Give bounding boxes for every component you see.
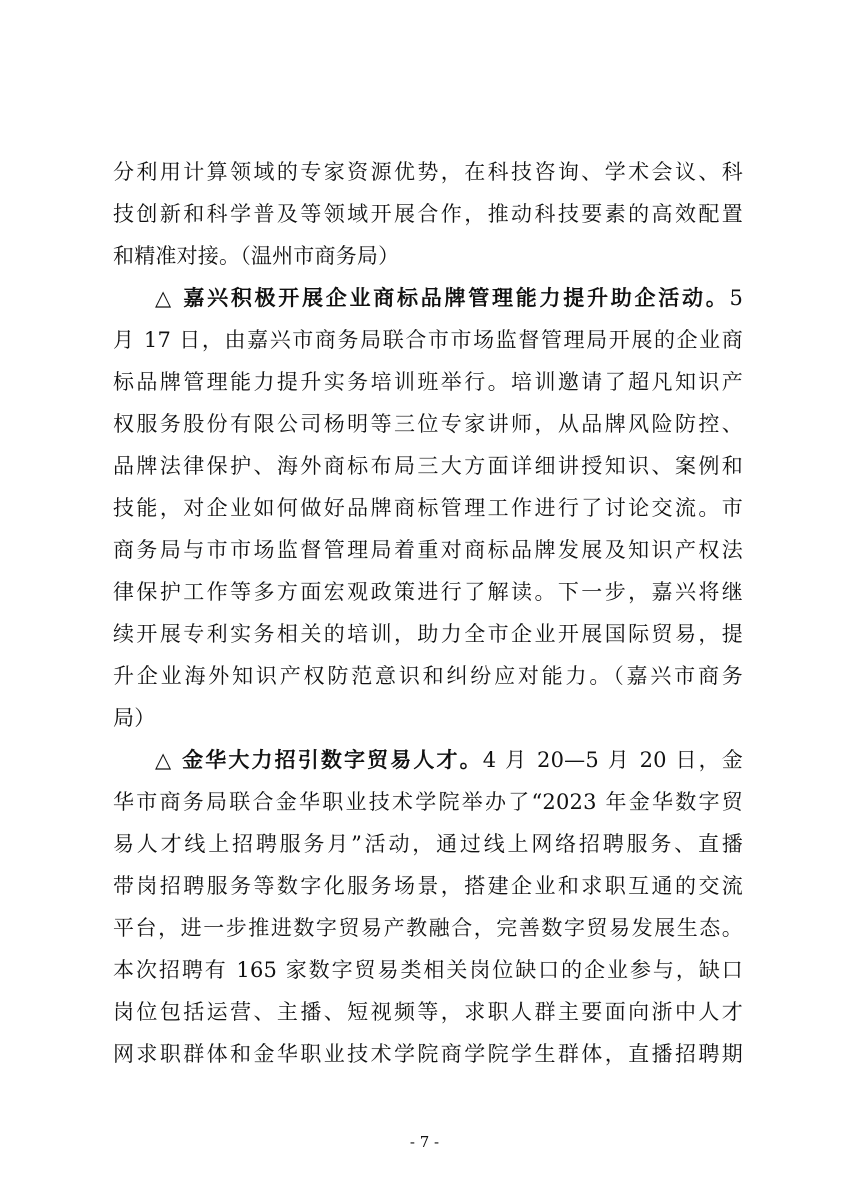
paragraph-line: 权服务股份有限公司杨明等三位专家讲师，从品牌风险防控、: [113, 412, 743, 436]
paragraph-line: 局）: [113, 706, 156, 730]
paragraph-line: 月 17 日，由嘉兴市商务局联合市市场监督管理局开展的企业商: [113, 328, 743, 352]
heading-title: 嘉兴积极开展企业商标品牌管理能力提升助企活动。: [183, 285, 730, 310]
section-heading-jiaxing: [155, 283, 743, 313]
page-number: - 7 -: [409, 1133, 440, 1151]
paragraph-line: 技能，对企业如何做好品牌商标管理工作进行了讨论交流。市: [113, 496, 743, 520]
paragraph-line: 岗位包括运营、主播、短视频等，求职人群主要面向浙中人才: [113, 1000, 743, 1024]
paragraph-line: 标品牌管理能力提升实务培训班举行。培训邀请了超凡知识产: [113, 370, 743, 394]
paragraph-line: 商务局与市市场监督管理局着重对商标品牌发展及知识产权法: [113, 538, 743, 562]
paragraph-line: 平台，进一步推进数字贸易产教融合，完善数字贸易发展生态。: [113, 916, 743, 940]
heading-tail: 5: [729, 286, 743, 310]
triangle-marker-icon: △: [155, 748, 183, 772]
heading-tail: 4 月 20—5 月 20 日，金: [482, 748, 743, 772]
section-heading-jinhua: [155, 745, 743, 775]
paragraph-line: 易人才线上招聘服务月”活动，通过线上网络招聘服务、直播: [113, 832, 743, 856]
paragraph-line: 分利用计算领域的专家资源优势，在科技咨询、学术会议、科: [113, 160, 743, 184]
paragraph-line: 网求职群体和金华职业技术学院商学院学生群体，直播招聘期: [113, 1042, 743, 1066]
paragraph-line: 本次招聘有 165 家数字贸易类相关岗位缺口的企业参与，缺口: [113, 958, 743, 982]
paragraph-line: 品牌法律保护、海外商标布局三大方面详细讲授知识、案例和: [113, 454, 743, 478]
paragraph-line: 续开展专利实务相关的培训，助力全市企业开展国际贸易，提: [113, 622, 743, 646]
paragraph-line: 技创新和科学普及等领域开展合作，推动科技要素的高效配置: [113, 202, 743, 226]
paragraph-line: 升企业海外知识产权防范意识和纠纷应对能力。（嘉兴市商务: [113, 664, 743, 688]
triangle-marker-icon: △: [155, 286, 184, 310]
paragraph-line: 带岗招聘服务等数字化服务场景，搭建企业和求职互通的交流: [113, 874, 743, 898]
paragraph-line: 律保护工作等多方面宏观政策进行了解读。下一步，嘉兴将继: [113, 580, 743, 604]
paragraph-line: 和精准对接。（温州市商务局）: [113, 244, 400, 268]
heading-title: 金华大力招引数字贸易人才。: [182, 747, 483, 772]
paragraph-line: 华市商务局联合金华职业技术学院举办了“2023 年金华数字贸: [113, 790, 743, 814]
